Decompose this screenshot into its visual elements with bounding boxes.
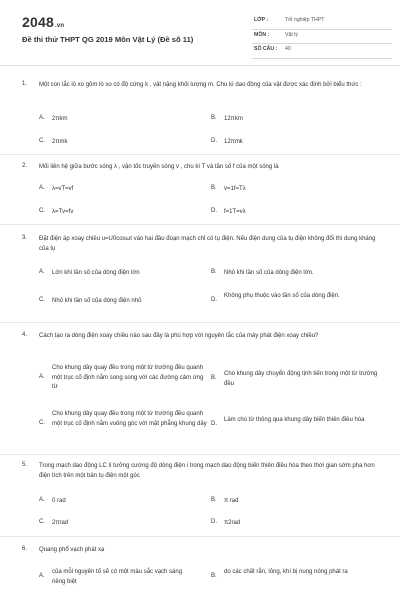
option-text: Cho khung dây quay đều trong một từ trường đều quanh một trục cố định nằm vuông góc với mặt phẳng khung dây [52, 411, 207, 427]
option-text: Cho khung dây quay đều trong một từ trường đều quanh một trục cố định nằm song song với các đường cảm ứng từ [52, 365, 204, 391]
option-text: của mỗi nguyên tố sẽ có một màu sắc vạch sáng riêng biệt [52, 569, 183, 585]
meta-row-subject [252, 30, 392, 45]
option-letter: B. [211, 115, 217, 121]
option-letter: B. [211, 269, 217, 275]
option-letter: D. [211, 208, 217, 214]
meta-value: Tốt nghiệp THPT [285, 17, 325, 23]
option-text: 12πkm [224, 116, 243, 122]
question-number: 6. [22, 546, 28, 552]
option-letter: A. [39, 374, 45, 380]
option-letter: C. [39, 297, 45, 303]
option-text: 2πrad [52, 520, 69, 526]
option-text: 12πmk [224, 139, 243, 145]
option-letter: D. [211, 421, 217, 427]
option-letter: D. [211, 138, 217, 144]
logo-suffix: .vn [54, 23, 65, 29]
logo-main: 2048 [22, 14, 54, 30]
question-text: Mối liên hệ giữa bước sóng λ , vận tốc truyền sóng v , chu kì T và tần số f của một sóng là [39, 164, 279, 170]
option-text: Không phụ thuộc vào tần số của dòng điện. [224, 293, 340, 299]
option-letter: B. [211, 185, 217, 191]
option-letter: A. [39, 497, 45, 503]
question-divider [0, 154, 400, 155]
option-letter: A. [39, 269, 45, 275]
site-logo[interactable] [22, 14, 64, 30]
option-letter: A. [39, 185, 45, 191]
meta-row-class [252, 15, 392, 30]
question-text: Quang phổ vạch phát xạ [39, 547, 105, 553]
option-letter: C. [39, 138, 45, 144]
question-text: Một con lắc lò xo gồm lò xo có độ cứng k , vật nặng khối lượng m. Chu kì dao động của vật được xác định bởi biểu thức : [39, 82, 362, 88]
option-letter: D. [211, 519, 217, 525]
question-number: 5. [22, 462, 28, 468]
question-divider [0, 322, 400, 323]
option-text: Lớn khi tần số của dòng điện lớn [52, 270, 140, 276]
header [0, 0, 400, 66]
option-text: f=1T=vλ [224, 209, 246, 215]
question-text: Trong mạch dao động LC lí tưởng cường độ dòng điện i trong mạch dao động biến thiên điều hòa theo thời gian sớm pha hơn điện tích trên một bản tụ điện một góc [39, 463, 375, 479]
option-letter: B. [211, 497, 217, 503]
option-text: Nhỏ khi tần số của dòng điện lớn. [224, 270, 314, 276]
option-letter: B. [211, 573, 217, 579]
option-text: v=1f=Tλ [224, 186, 246, 192]
question-text: Đặt điện áp xoay chiều u=U0cosωt vào hai đầu đoạn mạch chỉ có tụ điện. Nếu điện dung của tụ điện không đổi thì dung kháng của tụ [39, 236, 376, 252]
option-text: λ=Tv=fv [52, 209, 74, 215]
question-number: 1. [22, 81, 28, 87]
option-letter: C. [39, 519, 45, 525]
meta-info [252, 15, 392, 59]
option-text: π2rad [224, 520, 241, 526]
option-text: 0 rad [52, 498, 66, 504]
option-text: 2πmk [52, 139, 68, 145]
option-letter: C. [39, 420, 45, 426]
option-text: Nhỏ khi tần số của dòng điện nhỏ [52, 298, 142, 304]
meta-label: LỚP : [254, 17, 269, 23]
option-letter: A. [39, 115, 45, 121]
question-number: 3. [22, 235, 28, 241]
option-letter: D. [211, 297, 217, 303]
option-letter: B. [211, 375, 217, 381]
question-divider [0, 536, 400, 537]
option-text: λ=vT=vf [52, 186, 74, 192]
option-text: Làm cho từ thông qua khung dây biến thiên điều hòa [224, 417, 365, 423]
question-divider [0, 454, 400, 455]
option-letter: A. [39, 573, 45, 579]
question-text: Cách tạo ra dòng điện xoay chiều nào sau đây là phù hợp với nguyên tắc của máy phát điện xoay chiều? [39, 333, 319, 339]
meta-value: Vật lý [285, 31, 298, 38]
document-title: Đề thi thử THPT QG 2019 Môn Vật Lý (Đề số 11) [22, 35, 194, 44]
option-text: π rad [224, 498, 239, 504]
option-text: 2πkm [52, 116, 68, 122]
option-letter: C. [39, 208, 45, 214]
option-text: Cho khung dây chuyển động tịnh tiến trong một từ trường đều [224, 371, 378, 387]
meta-row-count [252, 44, 392, 59]
question-divider [0, 224, 400, 225]
question-number: 4. [22, 332, 28, 338]
meta-value: 40 [285, 46, 291, 52]
header-divider [0, 65, 400, 66]
meta-label: MÔN : [254, 31, 270, 38]
meta-label: SỐ CÂU : [254, 46, 278, 52]
option-text: do các chất rắn, lỏng, khí bị nung nóng phát ra [224, 569, 348, 575]
question-number: 2. [22, 163, 28, 169]
